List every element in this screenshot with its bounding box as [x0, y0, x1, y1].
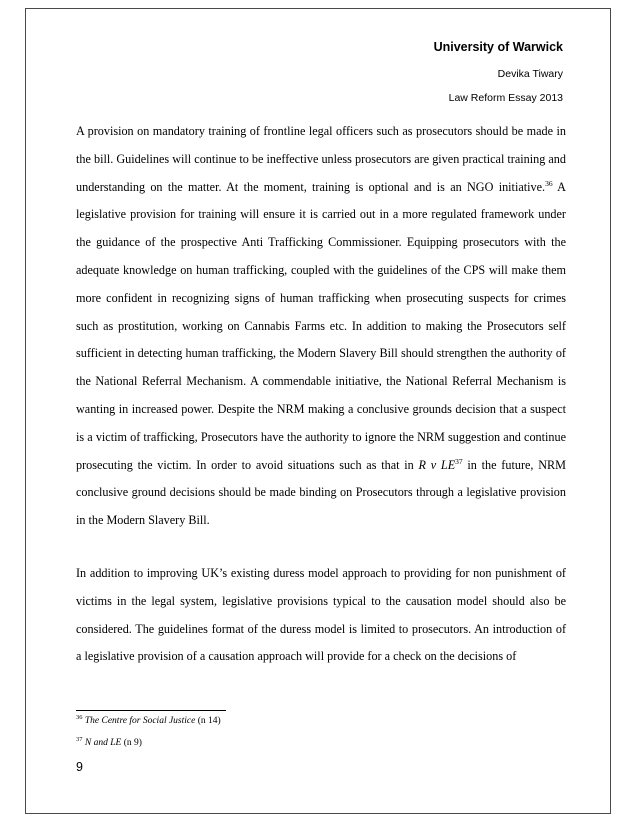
- footnote-title: N and LE: [84, 738, 122, 748]
- header-essay-title: Law Reform Essay 2013: [448, 92, 563, 104]
- paragraph-text: A provision on mandatory training of frontline legal officers such as prosecutors should be made in the bill. Guidelines will continue to be ineffective unless prosecutors are given practical training and understanding on the matter. At the moment, training is optional and is an NGO initiative.: [76, 124, 566, 194]
- body-paragraph-2: In addition to improving UK’s existing duress model approach to providing for non punishment of victims in the legal system, legislative provisions typical to the causation model should also be considered. The guidelines format of the duress model is limited to prosecutors. An introduction of a legislative provision of a causation approach will provide for a check on the decisions of: [76, 566, 566, 664]
- case-name: R v LE: [418, 457, 456, 472]
- header-author: Devika Tiwary: [497, 68, 563, 80]
- footnote-36: [76, 716, 221, 726]
- paragraph-text: A legislative provision for training will ensure it is carried out in a more regulated framework under the guidance of the prospective Anti Trafficking Commissioner. Equipping prosecutors with the adequate knowledge on human trafficking, coupled with the guidelines of the CPS will make them more confident in recognizing signs of human trafficking when prosecuting suspects for crimes such as prostitution, working on Cannabis Farms etc. In addition to making the Prosecutors self sufficient in detecting human trafficking, the Modern Slavery Bill should strengthen the authority of the National Referral Mechanism. A commendable initiative, the National Referral Mechanism is wanting in increased power. Despite the NRM making a conclusive grounds decision that a suspect is a victim of trafficking, Prosecutors have the authority to ignore the NRM suggestion and continue prosecuting the victim. In order to avoid situations such as that in: [76, 179, 566, 472]
- header-university: University of Warwick: [433, 40, 563, 54]
- footnote-title: The Centre for Social Justice: [84, 716, 196, 726]
- body-paragraph-1: [76, 118, 566, 535]
- footnote-ref: (n 14): [195, 716, 221, 726]
- page-number: 9: [76, 760, 83, 774]
- footnote-ref: (n 9): [121, 738, 142, 748]
- footnote-number: 36: [76, 714, 83, 721]
- footnote-separator: [76, 710, 226, 711]
- footnote-ref-37: 37: [455, 456, 463, 466]
- footnote-37: [76, 738, 142, 748]
- footnote-ref-36: 36: [545, 178, 553, 188]
- paragraph-text: in the future, NRM conclusive ground decisions should be made binding on Prosecutors through a legislative provision in the Modern Slavery Bill.: [76, 457, 566, 528]
- footnote-number: 37: [76, 736, 83, 743]
